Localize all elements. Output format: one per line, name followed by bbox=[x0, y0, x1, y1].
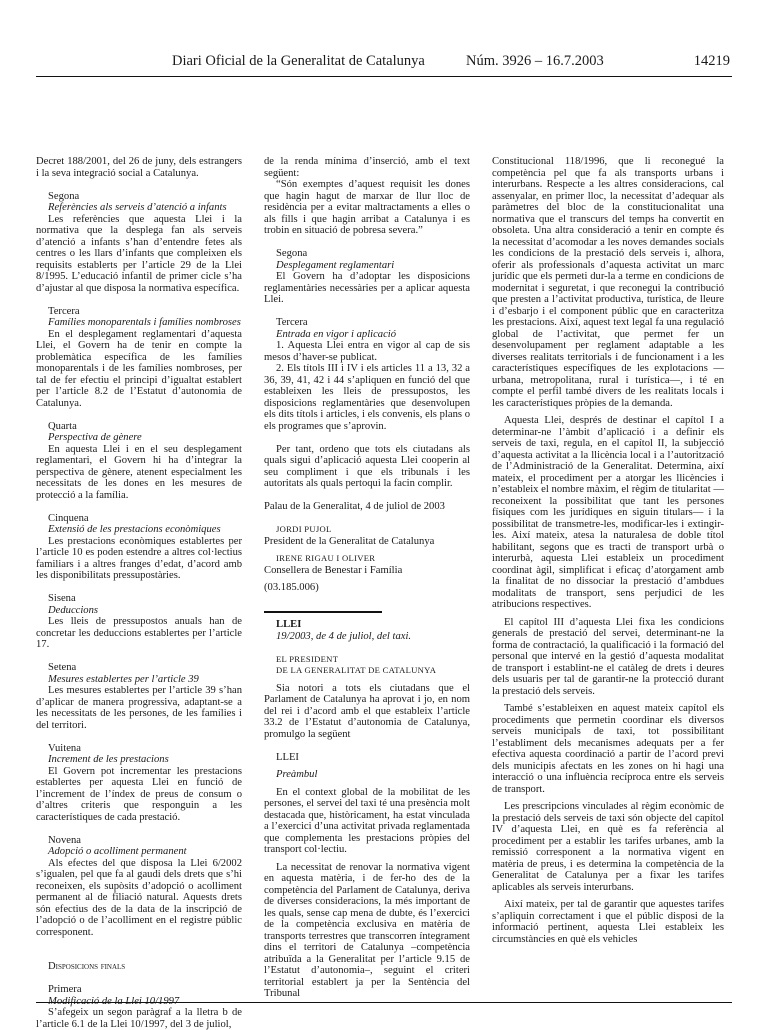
section-heading: Segona bbox=[276, 248, 308, 259]
column-3 bbox=[492, 156, 724, 996]
paragraph: També s’estableixen en aquest mateix capítol els procediments que permetin coordinar els diversos serveis municipals de taxi, tot possibilitant l’establiment dels mecanismes adequats per a fer efectiva aquesta coordinació a partir de l’acord previ dels municipis afectats en les zones on hi hagi una interacció o una influència recíproca entre els serveis de transport. bbox=[492, 703, 724, 795]
column-2 bbox=[264, 156, 470, 999]
paragraph: El capítol III d’aquesta Llei fixa les condicions generals de prestació del servei, determinant-ne la forma de contractació, la qualificació i la formació del personal que intervé en la gestió d’aquesta modalitat de transport i establint-ne el catàleg de drets i deures dels usuaris per tal de garantir-ne la protecció durant la prestació dels serveis. bbox=[492, 616, 724, 697]
final-dispositions-heading: Disposicions finals bbox=[48, 961, 126, 972]
paragraph: Així mateix, per tal de garantir que aquestes tarifes s’apliquin correctament i que el públic disposi de la informació pertinent, aquesta Llei estableix les circumstàncies en què els vehicles bbox=[492, 899, 724, 945]
place-date: Palau de la Generalitat, 4 de juliol de 2003 bbox=[264, 501, 445, 512]
footer-rule bbox=[36, 1002, 732, 1003]
issuer-line: EL PRESIDENT bbox=[276, 653, 339, 664]
section-heading: Setena bbox=[48, 662, 77, 673]
section-title: Adopció o acolliment permanent bbox=[48, 846, 187, 857]
paragraph: Decret 188/2001, del 26 de juny, dels estrangers i la seva integració social a Catalunya. bbox=[36, 156, 242, 179]
paragraph: Les mesures establertes per l’article 39 s’han d’aplicar de manera progressiva, adaptant-se a les necessitats de les persones, de les famílies i del territori. bbox=[36, 685, 242, 731]
section-heading: Tercera bbox=[48, 305, 80, 317]
separator-rule bbox=[264, 611, 382, 613]
section-title: Desplegament reglamentari bbox=[276, 259, 395, 271]
header-rule bbox=[36, 76, 732, 77]
section-title: Perspectiva de gènere bbox=[48, 432, 142, 443]
section-title: Increment de les prestacions bbox=[48, 754, 169, 765]
paragraph: 1. Aquesta Llei entra en vigor al cap de sis mesos d’haver-se publicat. bbox=[264, 340, 470, 363]
section-heading: Primera bbox=[48, 984, 82, 995]
law-heading: LLEI bbox=[276, 619, 302, 630]
paragraph: El Govern pot incrementar les prestacions establertes per aquesta Llei en funció de l’increment de l’índex de preus de consum o d’altres criteris que responguin a les característiques de cada prestació. bbox=[36, 765, 242, 823]
paragraph: S’afegeix un segon paràgraf a la lletra b de l’article 6.1 de la Llei 10/1997, del 3 de juliol, bbox=[36, 1007, 242, 1030]
section-heading: Vuitena bbox=[48, 742, 81, 754]
section-title: Mesures establertes per l’article 39 bbox=[48, 673, 199, 685]
section-title: Entrada en vigor i aplicació bbox=[276, 328, 397, 340]
section-title: Modificació de la Llei 10/1997 bbox=[48, 995, 180, 1007]
paragraph: Aquesta Llei, després de destinar el capítol I a determinar-ne l’àmbit d’aplicació i a definir els serveis de taxi, regula, en el capítol II, la subjecció d’aquesta activitat a la llicència local i a l’autorització de l’Administració de la Generalitat. Determina, així mateix, el procediment per a atorgar les llicències i n’estableix el nombre màxim, el règim de titularitat —reconeixent la possibilitat que tant les persones físiques com les jurídiques en siguin titulars— i la possibilitat de transmetre-les, modificar-les i extingir-les. Així mateix, atesa la naturalesa de doble títol habilitant, segons que es tracti de transport urbà o interurbà, aquesta Llei estableix un procediment coordinat àgil, simplificat i eficaç d’atorgament amb la finalitat de no dissociar la prestació d’ambdues modalitats de transport, sens perjudici de les atribucions respectives. bbox=[492, 415, 724, 610]
preamble-heading: Preàmbul bbox=[276, 769, 318, 780]
section-title: Extensió de les prestacions econòmiques bbox=[48, 524, 221, 535]
paragraph: Sia notori a tots els ciutadans que el Parlament de Catalunya ha aprovat i jo, en nom del rei i d’acord amb el que estableix l’article 33.2 de l’Estatut d’autonomia de Catalunya, promulgo la següent bbox=[264, 682, 470, 740]
paragraph: En aquesta Llei i en el seu desplegament reglamentari, el Govern hi ha d’integrar la perspectiva de gènere, atenent especialment les necessitats de les dones en les mesures de protecció a la família. bbox=[36, 443, 242, 501]
signatory-role: Consellera de Benestar i Família bbox=[264, 564, 403, 576]
paragraph: Les prescripcions vinculades al règim econòmic de la prestació dels serveis de taxi són objecte del capítol IV d’aquesta Llei, en què es fa referència al procediment per a establir les tarifes urbanes, amb la remissió corresponent a la normativa vigent en matèria de preus, i es determina la competència de la Generalitat de Catalunya per a fixar les tarifes aplicables als serveis interurbans. bbox=[492, 801, 724, 893]
section-heading: Cinquena bbox=[48, 512, 89, 524]
column-1 bbox=[36, 156, 242, 1030]
section-title: Deduccions bbox=[48, 604, 99, 616]
paragraph: de la renda mínima d’inserció, amb el text següent: bbox=[264, 156, 470, 179]
paragraph: En el desplegament reglamentari d’aquesta Llei, el Govern ha de tenir en compte la problemàtica específica de les famílies monoparentals i de les famílies nombroses, per tal de fer efectiu el principi d’igualtat establert per l’article 8.2 de l’Estatut d’autonomia de Catalunya. bbox=[36, 328, 242, 409]
signatory-name: JORDI PUJOL bbox=[276, 524, 332, 534]
paragraph: El Govern ha d’adoptar les disposicions reglamentàries necessàries per a aplicar aquesta Llei. bbox=[264, 271, 470, 305]
section-heading: Tercera bbox=[276, 317, 308, 328]
reference-code: (03.185.006) bbox=[264, 582, 319, 593]
section-heading: Quarta bbox=[48, 420, 77, 432]
quote-paragraph: “Són exemptes d’aquest requisit les dones que hagin hagut de marxar de llur lloc de residència per a evitar maltractaments a elles o als fills i que hagin arribat a Catalunya i es trobin en situació de pobresa severa.” bbox=[264, 179, 470, 236]
publication-title: Diari Oficial de la Generalitat de Catalunya bbox=[172, 53, 425, 69]
law-heading: LLEI bbox=[276, 751, 299, 763]
section-title: Referències als serveis d’atenció a infants bbox=[48, 202, 227, 213]
paragraph: Les lleis de pressupostos anuals han de concretar les deduccions establertes per l’article 17. bbox=[36, 616, 242, 650]
signatory-role: President de la Generalitat de Catalunya bbox=[264, 535, 435, 547]
paragraph: Als efectes del que disposa la Llei 6/2002 s’igualen, pel que fa al gaudi dels drets que s’hi reconeixen, els supòsits d’adopció o acolliment permanent al de filiació natural. Aquests drets són efectius des de la data de la inscripció de l’adopció o de l’acolliment en el registre públic corresponent. bbox=[36, 857, 242, 938]
section-title: Famílies monoparentals i famílies nombroses bbox=[48, 317, 241, 328]
section-heading: Novena bbox=[48, 834, 81, 846]
paragraph: La necessitat de renovar la normativa vigent en aquesta matèria, i de fer-ho des de la competència del Parlament de Catalunya, deriva de diverses consideracions, la més important de les quals, sense cap mena de dubte, és l’exercici de la competència exclusiva en matèria de transports terrestres que transcorren íntegrament dins el territori de Catalunya –competència atribuïda a la Generalitat per l’article 9.15 de l’Estatut d’autonomia–, seguint el criteri territorial establert ja per la Sentència del Tribunal bbox=[264, 861, 470, 999]
paragraph: En el context global de la mobilitat de les persones, el servei del taxi té una presència molt destacada que, històricament, ha estat vinculada a l’exercici d’una activitat privada reglamentada que complementa les prestacions pròpies del transport col·lectiu. bbox=[264, 786, 470, 855]
paragraph: 2. Els títols III i IV i els articles 11 a 13, 32 a 36, 39, 41, 42 i 44 s’apliquen en funció del que estableixen les lleis de pressupostos, les disposicions reglamentàries que desenvolupen els dits títols i articles, i els convenis, els plans o els programes que s’aprovin. bbox=[264, 363, 470, 432]
page-number: 14219 bbox=[693, 53, 730, 69]
section-heading: Sisena bbox=[48, 593, 76, 604]
signatory-name: IRENE RIGAU I OLIVER bbox=[276, 553, 376, 563]
paragraph: Constitucional 118/1996, que li reconegué la competència pel que fa als transports urbans i interurbans. Respecte a les altres consideracions, cal assenyalar, en primer lloc, la necessitat d’adequar als paràmetres del bloc de la constitucionalitat una normativa que el transcurs del temps ha convertit en obsoleta. Una altra consideració a tenir en compte és la necessitat d’acomodar a les noves demandes socials les condicions de la prestació dels serveis i, alhora, oferir als professionals d’aquesta activitat un marc jurídic que els permeti dur-la a terme en condicions de modernitat i seguretat, i que reconegui la contribució que presten a l’activitat productiva, turística, de lleure i d’esbarjo i el component públic que en caracteritza les prestacions. Així, aquest text legal fa una regulació global de l’activitat, que permet fer un desenvolupament per reglament adaptable a les diverses realitats territorials i de funcionament i a les característiques específiques de les explotacions —urbana, metropolitana, rural i turística—, i té en compte el perfil també divers de les realitats locals i les característiques pròpies de la demanda. bbox=[492, 156, 724, 409]
issue-number: Núm. 3926 – 16.7.2003 bbox=[466, 53, 604, 69]
paragraph: Les prestacions econòmiques establertes per l’article 10 es poden estendre a altres col·lectius familiars i a altres franges d’edat, d’acord amb les disponibilitats pressupostàries. bbox=[36, 535, 242, 581]
page-header bbox=[36, 50, 732, 72]
paragraph: Les referències que aquesta Llei i la normativa que la desplega fan als serveis d’atenció a infants s’han d’entendre fetes als centres o les llars d’infants que compleixen els requisits establerts per l’article 29 de la Llei 8/1995. L’educació infantil de primer cicle s’ha d’ajustar al que disposa la normativa específica. bbox=[36, 213, 242, 294]
issuer-line: DE LA GENERALITAT DE CATALUNYA bbox=[276, 665, 437, 675]
law-title: 19/2003, de 4 de juliol, del taxi. bbox=[276, 630, 412, 642]
paragraph: Per tant, ordeno que tots els ciutadans als quals sigui d’aplicació aquesta Llei cooperin al seu compliment i que els tribunals i les autoritats als quals pertoqui la facin complir. bbox=[264, 443, 470, 489]
section-heading: Segona bbox=[48, 190, 80, 202]
